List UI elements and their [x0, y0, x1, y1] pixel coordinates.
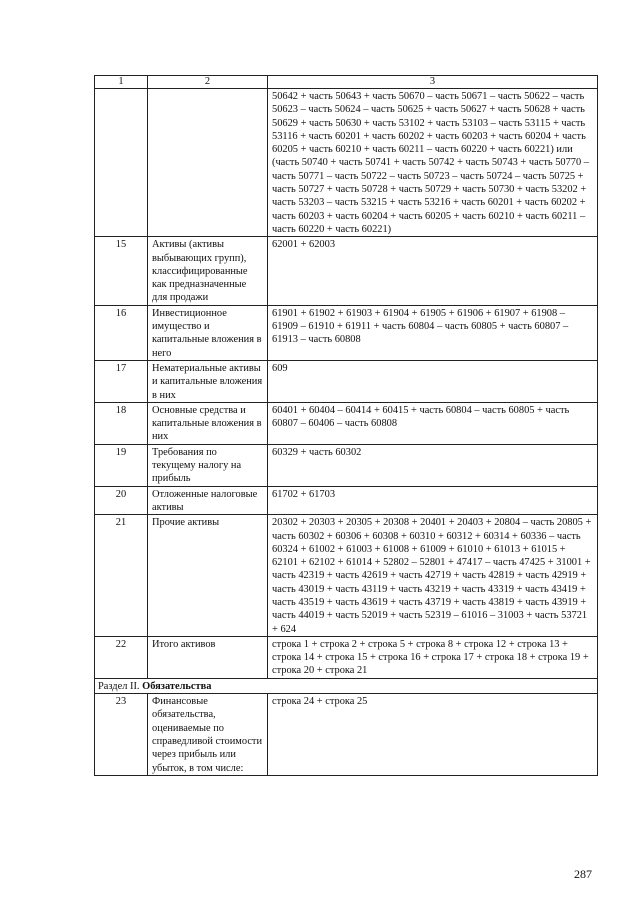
row-formula: 20302 + 20303 + 20305 + 20308 + 20401 + 20403 + 20804 – часть 20805 + часть 60302 + 60306 + 60308 + 60310 + 60312 + 60314 + 60336 – часть 60324 + 61002 + 61003 + 61008 + 61009 + 61010 + 61013 + 61015 + 62101 + 62102 + 61014 + 52802 – 52801 + 47417 – часть 47425 + 31001 + часть 42319 + часть 42619 + часть 42719 + часть 42819 + часть 42919 + часть 43019 + часть 43119 + часть 43219 + часть 43319 + часть 43419 + часть 43519 + часть 43619 + часть 43719 + часть 43819 + часть 43919 + часть 44019 + часть 52019 + часть 52319 – 61016 – 31003 + часть 53721 + 624	[268, 515, 598, 637]
table-row	[95, 486, 598, 515]
table-row	[95, 402, 598, 444]
row-name: Прочие активы	[148, 515, 268, 637]
row-formula: 62001 + 62003	[268, 237, 598, 305]
row-number: 17	[95, 360, 148, 402]
row-formula: 61702 + 61703	[268, 486, 598, 515]
row-number: 22	[95, 636, 148, 678]
table-row	[95, 636, 598, 678]
row-formula: строка 1 + строка 2 + строка 5 + строка 8 + строка 12 + строка 13 + строка 14 + строка 15 + строка 16 + строка 17 + строка 18 + строка 19 + строка 20 + строка 21	[268, 636, 598, 678]
table-row	[95, 360, 598, 402]
row-name: Требования по текущему налогу на прибыль	[148, 444, 268, 486]
section-title: Обязательства	[142, 680, 212, 692]
header-col-3: 3	[268, 76, 598, 89]
table-row	[95, 444, 598, 486]
row-formula: 60329 + часть 60302	[268, 444, 598, 486]
row-number: 19	[95, 444, 148, 486]
row-formula: 50642 + часть 50643 + часть 50670 – часть 50671 – часть 50622 – часть 50623 – часть 50624 – часть 50625 + часть 50627 + часть 50628 + часть 50629 + часть 50630 + часть 53102 + часть 53103 – часть 53115 + часть 53116 + часть 60201 + часть 60202 + часть 60203 + часть 60204 + часть 60205 + часть 60210 + часть 60211 – часть 60220 + часть 60221) или (часть 50740 + часть 50741 + часть 50742 + часть 50743 + часть 50770 – часть 50771 – часть 50722 – часть 50723 – часть 50724 – часть 50725 + часть 50727 + часть 50728 + часть 50729 + часть 50730 + часть 53202 + часть 53203 – часть 53215 + часть 53216 + часть 60201 + часть 60202 + часть 60203 + часть 60204 + часть 60205 + часть 60210 + часть 60211 – часть 60220 + часть 60221)	[268, 89, 598, 237]
row-formula: 61901 + 61902 + 61903 + 61904 + 61905 + 61906 + 61907 + 61908 – 61909 – 61910 + 61911 + часть 60804 – часть 60805 + часть 60807 – 61913 – часть 60808	[268, 305, 598, 360]
table-row	[95, 694, 598, 776]
table-row	[95, 305, 598, 360]
table-header-row	[95, 76, 598, 89]
row-name: Основные средства и капитальные вложения в них	[148, 402, 268, 444]
row-number: 15	[95, 237, 148, 305]
section-heading	[95, 678, 598, 693]
document-page	[94, 75, 597, 776]
row-name	[148, 89, 268, 237]
section-prefix: Раздел II.	[98, 680, 140, 692]
section-row	[95, 678, 598, 693]
table-row	[95, 515, 598, 637]
row-name: Финансовые обязательства, оцениваемые по справедливой стоимости через прибыль или убыток, в том числе:	[148, 694, 268, 776]
header-col-1: 1	[95, 76, 148, 89]
row-formula: 60401 + 60404 – 60414 + 60415 + часть 60804 – часть 60805 + часть 60807 – 60406 – часть 60808	[268, 402, 598, 444]
row-formula: 609	[268, 360, 598, 402]
row-number	[95, 89, 148, 237]
row-number: 23	[95, 694, 148, 776]
row-formula: строка 24 + строка 25	[268, 694, 598, 776]
row-number: 16	[95, 305, 148, 360]
accounts-table	[94, 75, 598, 776]
row-name: Активы (активы выбывающих групп), классифицированные как предназначенные для продажи	[148, 237, 268, 305]
row-name: Нематериальные активы и капитальные вложения в них	[148, 360, 268, 402]
row-number: 18	[95, 402, 148, 444]
table-row	[95, 89, 598, 237]
table-row	[95, 237, 598, 305]
row-name: Отложенные налоговые активы	[148, 486, 268, 515]
header-col-2: 2	[148, 76, 268, 89]
row-number: 21	[95, 515, 148, 637]
row-name: Инвестиционное имущество и капитальные вложения в него	[148, 305, 268, 360]
row-number: 20	[95, 486, 148, 515]
page-number: 287	[574, 867, 592, 881]
row-name: Итого активов	[148, 636, 268, 678]
